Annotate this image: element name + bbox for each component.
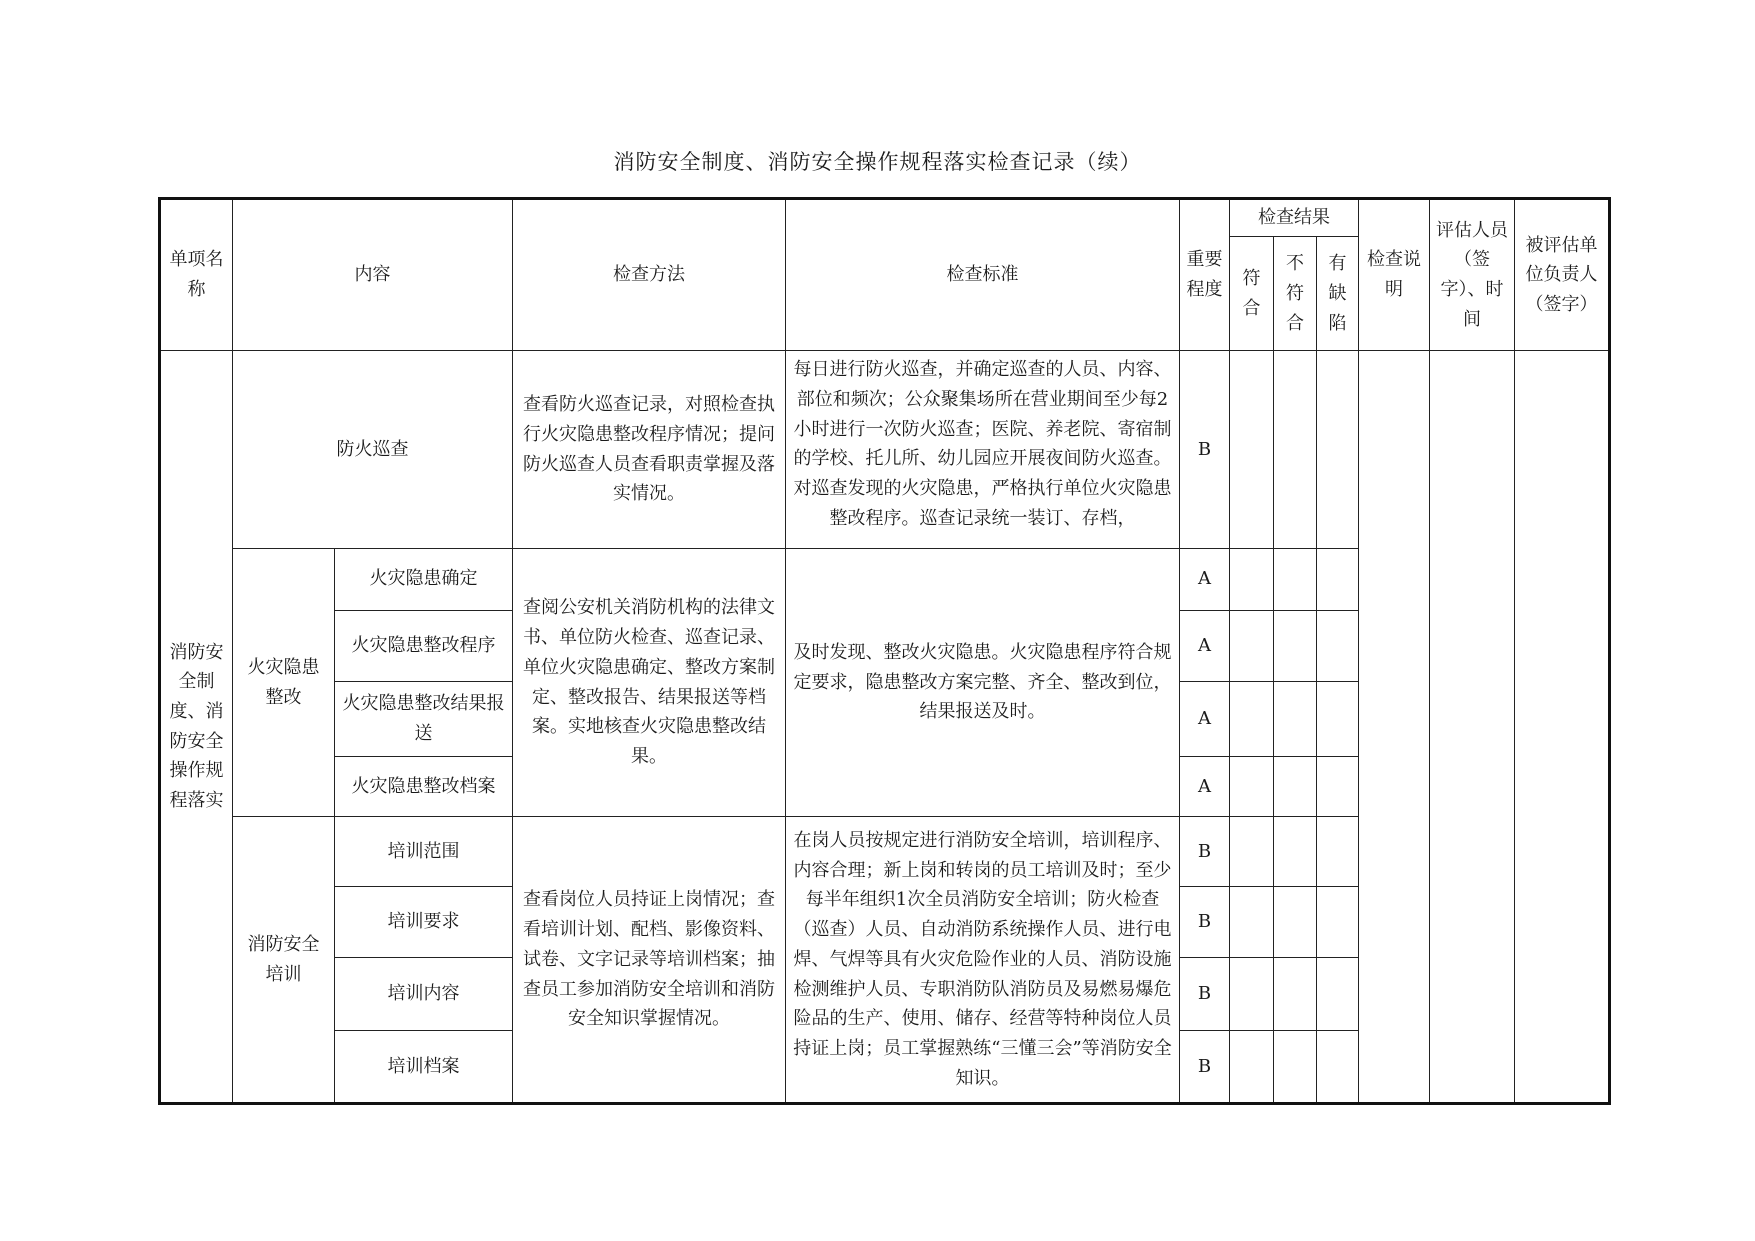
patrol-defect-cell [1317,351,1359,548]
patrol-content: 防火巡查 [233,351,513,548]
header-defect: 有缺陷 [1317,237,1359,351]
training-item-label: 培训要求 [335,887,513,957]
header-conform: 符合 [1230,237,1274,351]
header-method: 检查方法 [513,199,786,351]
result-cell [1230,957,1274,1030]
hazard-item-grade: A [1180,610,1230,681]
result-cell [1230,682,1274,757]
page-title: 消防安全制度、消防安全操作规程落实检查记录（续） [613,150,1142,174]
training-item-label: 培训范围 [335,817,513,887]
inspection-record-table [158,197,1611,1105]
header-content: 内容 [233,199,513,351]
result-cell [1317,957,1359,1030]
header-standard: 检查标准 [786,199,1180,351]
result-cell [1317,757,1359,817]
header-owner: 被评估单位负责人（签字） [1515,199,1610,351]
training-item-label: 培训档案 [335,1030,513,1103]
hazard-item-grade: A [1180,548,1230,610]
result-cell [1317,887,1359,957]
header-importance: 重要程度 [1180,199,1230,351]
training-item-label: 培训内容 [335,957,513,1030]
training-item-grade: B [1180,887,1230,957]
owner-cell [1515,351,1610,1104]
hazard-item-label: 火灾隐患整改档案 [335,757,513,817]
hazard-item-label: 火灾隐患整改程序 [335,610,513,681]
result-cell [1317,817,1359,887]
patrol-method: 查看防火巡查记录，对照检查执行火灾隐患整改程序情况；提问防火巡查人员查看职责掌握及落实情况。 [513,351,786,548]
training-standard: 在岗人员按规定进行消防安全培训，培训程序、内容合理；新上岗和转岗的员工培训及时；至少每半年组织1次全员消防安全培训；防火检查（巡查）人员、自动消防系统操作人员、进行电焊、气焊等具有火灾危险作业的人员、消防设施检测维护人员、专职消防队消防员及易燃易爆危险品的生产、使用、储存、经营等特种岗位人员持证上岗；员工掌握熟练“三懂三会”等消防安全知识。 [786,817,1180,1104]
result-cell [1274,1030,1317,1103]
training-item-grade: B [1180,817,1230,887]
header-item-name: 单项名称 [160,199,233,351]
assessor-cell [1430,351,1515,1104]
result-cell [1274,957,1317,1030]
result-cell [1317,1030,1359,1103]
hazard-item-label: 火灾隐患整改结果报送 [335,682,513,757]
result-cell [1230,817,1274,887]
hazard-item-grade: A [1180,757,1230,817]
result-cell [1230,548,1274,610]
hazard-method: 查阅公安机关消防机构的法律文书、单位防火检查、巡查记录、单位火灾隐患确定、整改方案制定、整改报告、结果报送等档案。实地核查火灾隐患整改结果。 [513,548,786,817]
result-cell [1274,610,1317,681]
patrol-nonconform-cell [1274,351,1317,548]
hazard-item-label: 火灾隐患确定 [335,548,513,610]
header-assessor: 评估人员（签字）、时间 [1430,199,1515,351]
patrol-grade: B [1180,351,1230,548]
result-cell [1274,887,1317,957]
training-item-grade: B [1180,1030,1230,1103]
header-result: 检查结果 [1230,199,1359,237]
patrol-conform-cell [1230,351,1274,548]
result-cell [1274,757,1317,817]
result-cell [1274,817,1317,887]
header-explain: 检查说明 [1359,199,1430,351]
training-method: 查看岗位人员持证上岗情况；查看培训计划、配档、影像资料、试卷、文字记录等培训档案；抽查员工参加消防安全培训和消防安全知识掌握情况。 [513,817,786,1104]
training-item-grade: B [1180,957,1230,1030]
result-cell [1230,610,1274,681]
header-nonconform: 不符合 [1274,237,1317,351]
result-cell [1230,1030,1274,1103]
explain-cell [1359,351,1430,1104]
section-name: 消防安全制度、消防安全操作规程落实 [160,351,233,1104]
training-group: 消防安全培训 [233,817,335,1104]
result-cell [1317,548,1359,610]
result-cell [1317,682,1359,757]
patrol-standard: 每日进行防火巡查，并确定巡查的人员、内容、部位和频次；公众聚集场所在营业期间至少每2 小时进行一次防火巡查；医院、养老院、寄宿制的学校、托儿所、幼儿园应开展夜间防火巡查。对巡查发现的火灾隐患，严格执行单位火灾隐患整改程序。巡查记录统一装订、存档， [786,351,1180,548]
result-cell [1230,887,1274,957]
hazard-item-grade: A [1180,682,1230,757]
result-cell [1274,682,1317,757]
result-cell [1317,610,1359,681]
hazard-group: 火灾隐患整改 [233,548,335,817]
result-cell [1274,548,1317,610]
result-cell [1230,757,1274,817]
hazard-standard: 及时发现、整改火灾隐患。火灾隐患程序符合规定要求，隐患整改方案完整、齐全、整改到位，结果报送及时。 [786,548,1180,817]
